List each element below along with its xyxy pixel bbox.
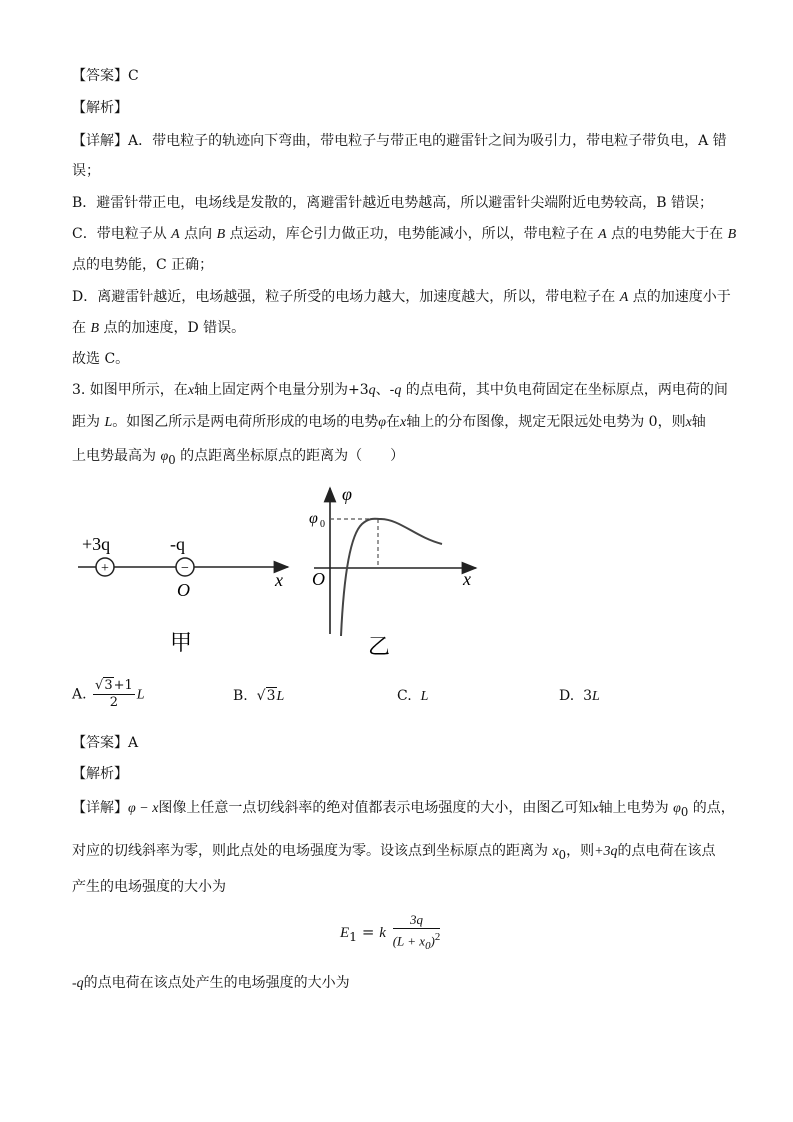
potential-curve (341, 519, 442, 636)
conclusion-1 (72, 349, 733, 369)
q1c: 、- (375, 382, 395, 398)
option-c-L: L (420, 689, 429, 704)
d2l2a: 对应的切线斜率为零，则此点处的电场强度为零。设该点到坐标原点的距离为 (72, 843, 553, 859)
c2-text: 点的电势能，C 正确； (72, 257, 214, 273)
c1-post2: 点的电势能大于在 (606, 226, 728, 242)
yi-caption: 乙 (368, 634, 391, 659)
d2l1d: 的点， (688, 800, 735, 816)
eq-den-end: ) (430, 933, 435, 949)
eq-E: E (340, 924, 350, 941)
detail-line-c2 (72, 255, 733, 275)
question3-line2 (72, 412, 733, 433)
d2l1c: 轴上电势为 (598, 800, 674, 816)
eq-den-main: (L + x (392, 933, 426, 949)
d2l4: 的点电荷在该点处产生的电场强度的大小为 (83, 975, 350, 991)
eq-den (393, 929, 441, 954)
detail-line-d2 (72, 318, 733, 339)
figure-jia (70, 520, 300, 660)
option-b-L: L (276, 689, 285, 704)
c1-mid: 点向 (179, 226, 217, 242)
d2l2c: 的点电荷在该点 (617, 843, 716, 859)
charge2-label: -q (170, 534, 185, 554)
equation-e1 (340, 912, 442, 954)
option-c[interactable] (397, 686, 428, 707)
d2l1a: φ − x (128, 801, 159, 816)
option-b-rad: 3 (266, 688, 276, 704)
q2e: 轴 (691, 414, 706, 430)
jia-caption: 甲 (170, 630, 193, 655)
detail-line-b (72, 193, 733, 213)
conclusion-text: 故选 C。 (72, 351, 130, 367)
q2L: L (104, 415, 113, 430)
q2x2: x (685, 415, 692, 430)
q2d: 轴上的分布图像，规定无限远处电势为 0，则 (406, 414, 686, 430)
answer-line-1 (72, 66, 733, 86)
q2x: x (400, 415, 407, 430)
minus-sign: − (181, 561, 189, 576)
answer-label-2: 【答案】 (72, 735, 128, 751)
option-d-coef: 3 (583, 688, 593, 704)
d1-pre: D．离避雷针越近，电场越强，粒子所受的电场力越大，加速度越大，所以，带电粒子在 (72, 289, 620, 305)
option-a[interactable] (72, 678, 145, 711)
d2l1b: 图像上任意一点切线斜率的绝对值都表示电场强度的大小，由图乙可知 (158, 800, 593, 816)
c1-A: A (171, 227, 180, 242)
d2l2q: +3q (594, 844, 618, 859)
option-d[interactable] (559, 686, 600, 707)
option-d-L: L (592, 689, 600, 704)
eq-den-sq: 2 (434, 931, 441, 943)
d2l1sub: 0 (680, 804, 689, 819)
q2c: 在 (386, 414, 400, 430)
detail-label-2: 【详解】 (72, 800, 128, 816)
yi-origin-label: O (312, 569, 325, 589)
option-d-label: D. (559, 688, 575, 704)
q1a: 3. 如图甲所示，在 (72, 382, 188, 398)
q2a: 距为 (72, 414, 105, 430)
yi-phi0-sub: 0 (320, 519, 325, 530)
option-a-label: A. (72, 686, 87, 703)
option-a-L: L (136, 687, 145, 703)
analysis-label-2-text: 【解析】 (72, 766, 128, 782)
c1-post: 点运动，库仑引力做正功，电势能减小，所以，带电粒子在 (225, 226, 599, 242)
d2-post: 点的加速度，D 错误。 (99, 320, 246, 336)
question3-line1 (72, 380, 733, 401)
answer-label: 【答案】 (72, 68, 128, 84)
d2l1x: x (592, 801, 599, 816)
analysis-label-2 (72, 764, 733, 784)
analysis-label: 【解析】 (72, 100, 128, 116)
detail2-line3 (72, 877, 733, 897)
q1d: 的点电荷，其中负电荷固定在坐标原点，两电荷的间 (401, 382, 728, 398)
option-b-label: B. (233, 688, 248, 704)
option-b[interactable]: B. √3L (233, 688, 285, 704)
q1x: x (187, 383, 195, 398)
c1-B: B (216, 227, 226, 242)
d2l2sub: 0 (558, 847, 567, 862)
detail-line-a2 (72, 161, 733, 181)
eq-fraction (393, 912, 441, 954)
jia-axis-label: x (275, 570, 283, 590)
q3b: 的点距离坐标原点的距离为（ ） (175, 448, 405, 464)
jia-origin-label: O (177, 580, 190, 600)
option-a-rad: 3 (104, 678, 113, 693)
c1-A2: A (598, 227, 607, 242)
detail-line-c1 (72, 224, 737, 245)
yi-phi0-label: φ (309, 510, 318, 527)
c1-pre: C．带电粒子从 (72, 226, 172, 242)
q3a: 上电势最高为 (72, 448, 161, 464)
yi-phi-label: φ (342, 484, 352, 504)
q3sub: 0 (168, 452, 176, 467)
detail2-line4 (72, 973, 733, 994)
yi-axis-label: x (463, 569, 471, 589)
detail-text-a2: 误； (72, 163, 100, 179)
charge1-label: +3q (82, 534, 111, 554)
q2phi: φ (378, 415, 386, 430)
eq-num: 3q (393, 912, 441, 929)
detail-line-a (72, 131, 733, 151)
q3phi: φ (160, 449, 169, 464)
d2l2b: ，则 (566, 843, 595, 859)
q1q2: q (394, 383, 402, 398)
d1-A: A (619, 290, 629, 305)
analysis-label-1 (72, 98, 733, 118)
d2-B: B (90, 321, 100, 336)
answer-line-2 (72, 733, 733, 753)
q1q: q (368, 383, 376, 398)
detail-text-a: A．带电粒子的轨迹向下弯曲，带电粒子与带正电的避雷针之间为吸引力，带电粒子带负电，A 错 (128, 133, 727, 149)
detail2-line2 (72, 841, 733, 865)
d2l3: 产生的电场强度的大小为 (72, 879, 226, 895)
answer-value: C (128, 68, 139, 84)
option-a-plus: +1 (113, 678, 133, 693)
d2-pre: 在 (72, 320, 91, 336)
d2l4q: -q (72, 976, 84, 991)
detail-label: 【详解】 (72, 133, 128, 149)
eq-k: k (379, 924, 386, 941)
option-c-label: C. (397, 688, 412, 704)
d2l1phi: φ (673, 801, 681, 816)
eq-E-sub: 1 (349, 928, 358, 944)
plus-sign: + (101, 561, 109, 576)
d2l2x: x (552, 844, 559, 859)
q1b: 轴上固定两个电量分别为+3 (194, 382, 369, 398)
option-a-fraction (93, 678, 135, 711)
detail2-line1 (72, 798, 733, 822)
option-a-num: √3+1 (95, 678, 133, 693)
detail-line-d1 (72, 287, 733, 308)
option-a-den: 2 (109, 695, 119, 710)
figure-yi (300, 482, 485, 662)
q2b: 。如图乙所示是两电荷所形成的电场的电势 (112, 414, 379, 430)
detail-text-b: B．避雷针带正电，电场线是发散的，离避雷针越近电势越高，所以避雷针尖端附近电势较高，B 错误； (72, 195, 714, 211)
c1-B2: B (727, 227, 737, 242)
eq-equals: = (357, 922, 380, 941)
question3-line3 (72, 446, 733, 470)
answer-value-2: A (128, 735, 139, 751)
d1-post: 点的加速度小于 (628, 289, 731, 305)
eq-den-sub: 0 (425, 939, 431, 952)
